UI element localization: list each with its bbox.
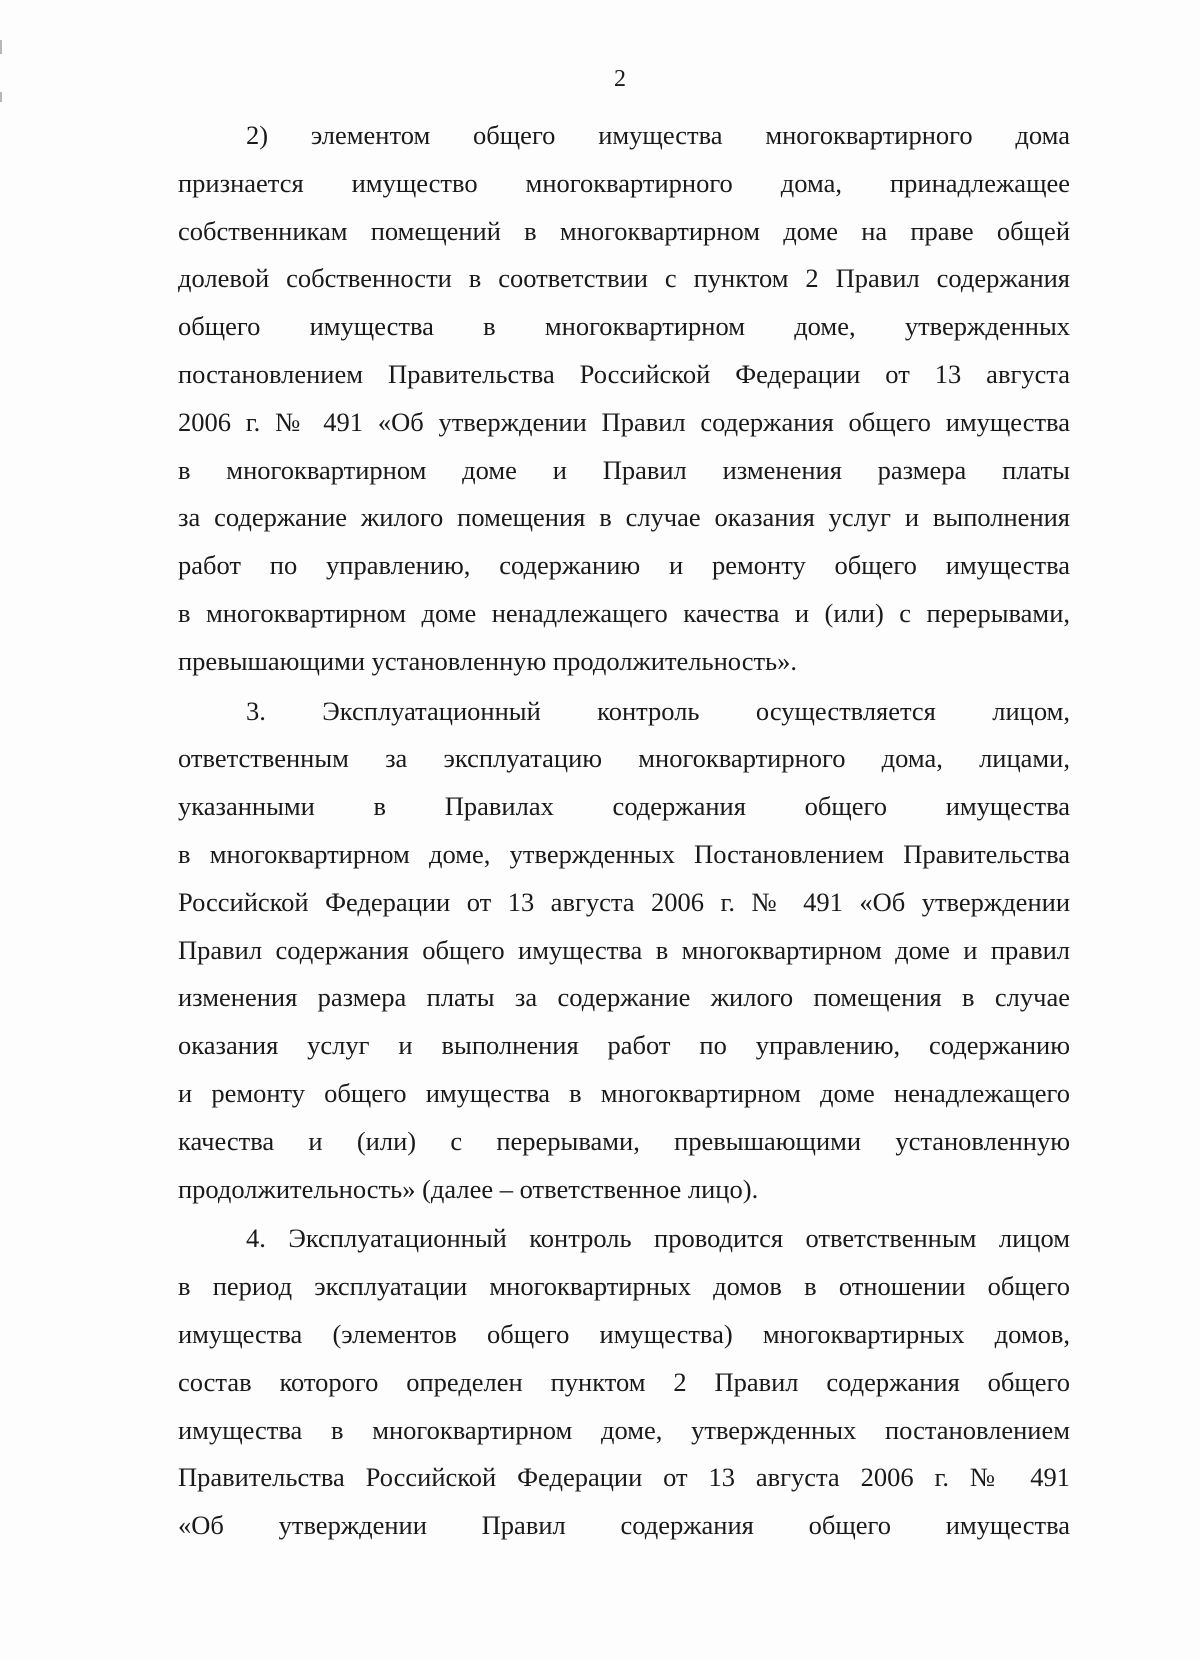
text-line: в многоквартирном доме ненадлежащего качества и (или) с перерывами, (178, 597, 1070, 628)
text-line: 2) элементом общего имущества многоквартирного дома (246, 120, 1070, 150)
text-line: общего имущества в многоквартирном доме, утвержденных (178, 311, 1070, 342)
paragraph-item-2 (178, 112, 1070, 686)
text-line: оказания услуг и выполнения работ по управлению, содержанию (178, 1030, 1070, 1061)
text-line: в период эксплуатации многоквартирных домов в отношении общего (178, 1271, 1070, 1302)
paragraph-section-3 (178, 688, 1070, 1214)
text-line: собственникам помещений в многоквартирном доме на праве общей (178, 215, 1070, 246)
text-line: работ по управлению, содержанию и ремонту общего имущества (178, 550, 1070, 581)
text-line: состав которого определен пунктом 2 Правил содержания общего (178, 1366, 1070, 1397)
text-line: и ремонту общего имущества в многоквартирном доме ненадлежащего (178, 1077, 1070, 1108)
text-line: качества и (или) с перерывами, превышающими установленную (178, 1125, 1070, 1156)
text-line: за содержание жилого помещения в случае оказания услуг и выполнения (178, 502, 1070, 533)
text-line: 4. Эксплуатационный контроль проводится ответственным лицом (246, 1223, 1070, 1254)
text-line: 2006 г. № 491 «Об утверждении Правил содержания общего имущества (178, 406, 1070, 437)
text-line: Правил содержания общего имущества в многоквартирном доме и правил (178, 934, 1070, 965)
text-line: ответственным за эксплуатацию многоквартирного дома, лицами, (178, 743, 1070, 774)
text-line: изменения размера платы за содержание жилого помещения в случае (178, 982, 1070, 1013)
text-line: превышающими установленную продолжительность». (178, 645, 797, 676)
page-number: 2 (614, 66, 626, 92)
text-line: Правительства Российской Федерации от 13 августа 2006 г. № 491 (178, 1462, 1070, 1493)
text-line: имущества в многоквартирном доме, утвержденных постановлением (178, 1414, 1070, 1445)
text-line: «Об утверждении Правил содержания общего имущества (178, 1510, 1070, 1541)
text-line: продолжительность» (далее – ответственное лицо). (178, 1173, 759, 1204)
text-line: в многоквартирном доме и Правил изменения размера платы (178, 454, 1070, 485)
text-line: имущества (элементов общего имущества) многоквартирных домов, (178, 1318, 1070, 1349)
text-line: долевой собственности в соответствии с пунктом 2 Правил содержания (178, 263, 1070, 294)
text-line: указанными в Правилах содержания общего имущества (178, 791, 1070, 822)
paragraph-section-4 (178, 1215, 1070, 1550)
text-line: 3. Эксплуатационный контроль осуществляется лицом, (246, 695, 1070, 726)
scan-edge-mark (0, 40, 2, 54)
text-line: постановлением Правительства Российской Федерации от 13 августа (178, 358, 1070, 389)
text-line: признается имущество многоквартирного дома, принадлежащее (178, 167, 1070, 198)
text-line: в многоквартирном доме, утвержденных Постановлением Правительства (178, 838, 1070, 869)
text-line: Российской Федерации от 13 августа 2006 г. № 491 «Об утверждении (178, 886, 1070, 917)
document-body (178, 112, 1070, 1550)
